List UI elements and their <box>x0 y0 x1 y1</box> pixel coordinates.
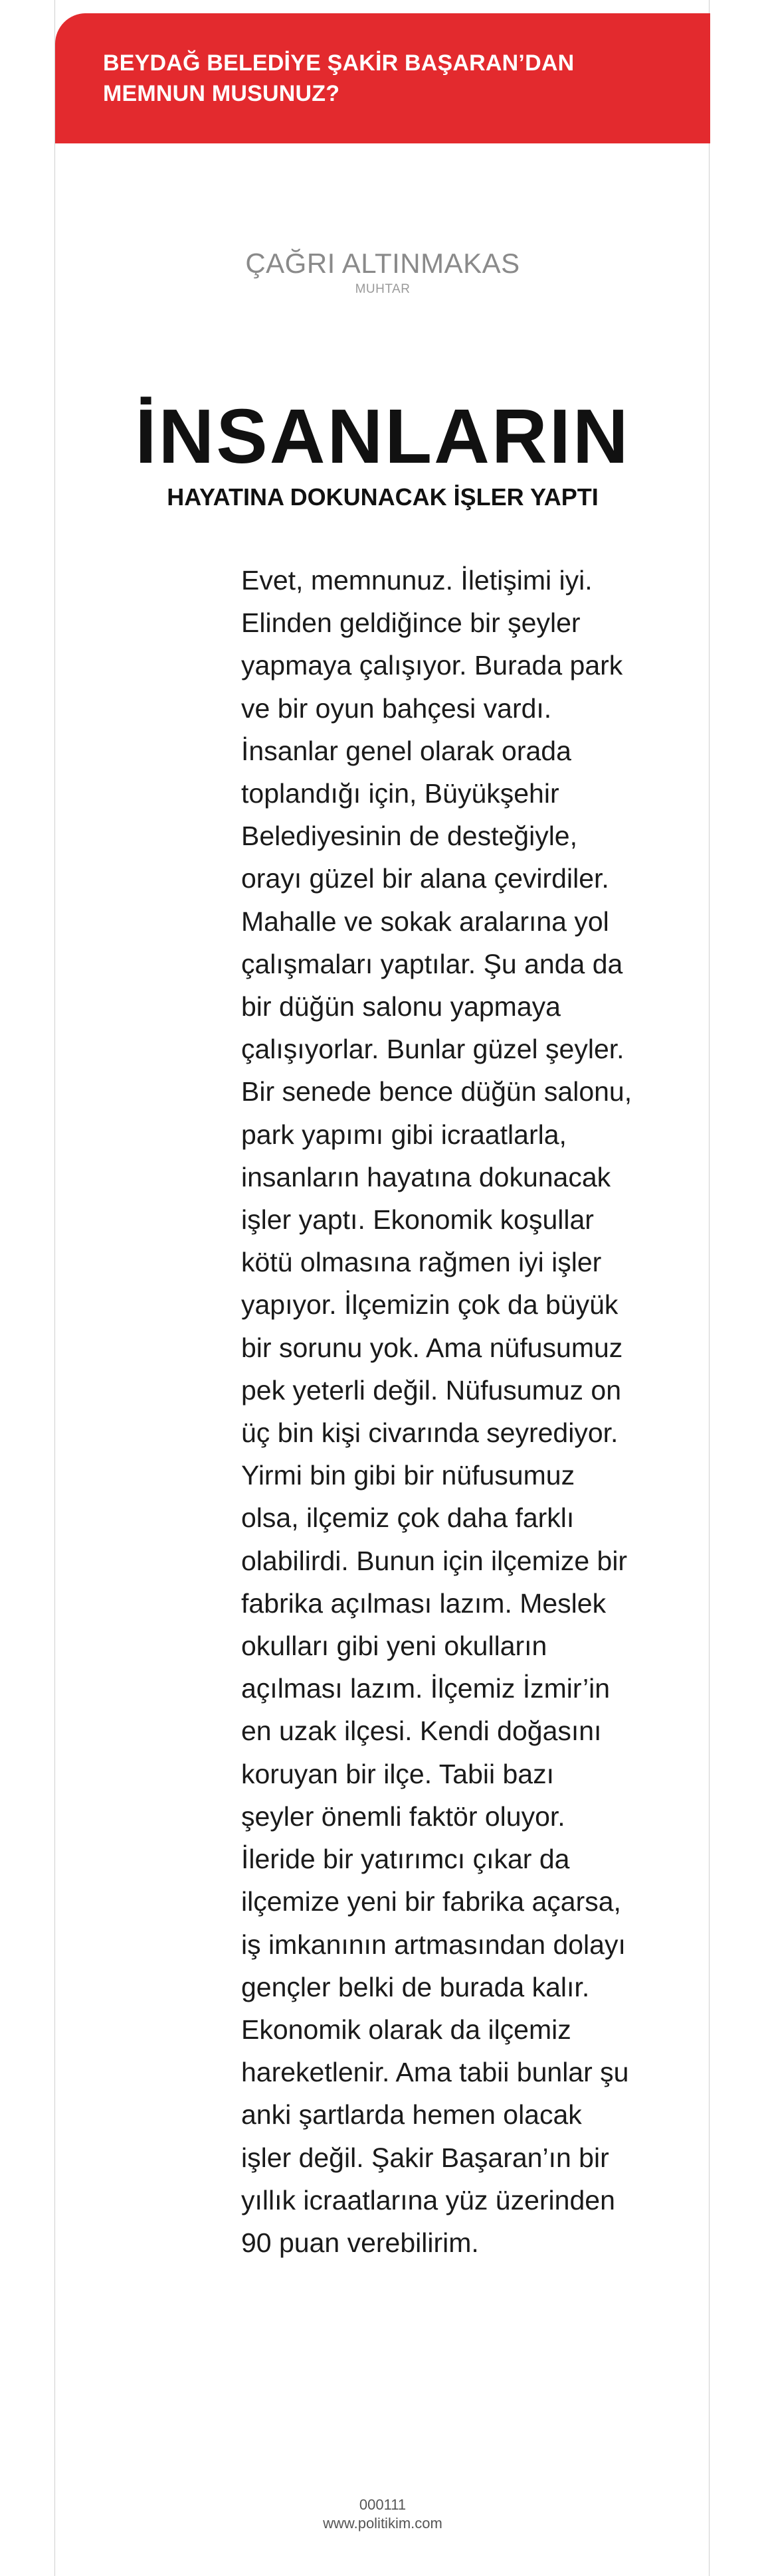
question-banner <box>55 13 710 143</box>
page <box>54 0 710 2576</box>
footer-code: 000111 <box>359 2496 407 2513</box>
article-body: Evet, memnunuz. İletişimi iyi. Elinden geldiğince bir şeyler yapmaya çalışıyor. Burada park ve bir oyun bahçesi vardı. İnsanlar genel olarak orada toplandığı için, Büyükşehir Belediyesinin de desteğiyle, orayı güzel bir alana çevirdiler. Mahalle ve sokak aralarına yol çalışmaları yaptılar. Şu anda da bir düğün salonu yapmaya çalışıyorlar. Bunlar güzel şeyler. Bir senede bence düğün salonu, park yapımı gibi icraatlarla, insanların hayatına dokunacak işler yaptı. Ekonomik koşullar kötü olmasına rağmen iyi işler yapıyor. İlçemizin çok da büyük bir sorunu yok. Ama nüfusumuz pek yeterli değil. Nüfusumuz on üç bin kişi civarında seyrediyor. Yirmi bin gibi bir nüfusumuz olsa, ilçemiz çok daha farklı olabilirdi. Bunun için ilçemize bir fabrika açılması lazım. Meslek okulları gibi yeni okulların açılması lazım. İlçemiz İzmir’in en uzak ilçesi. Kendi doğasını koruyan bir ilçe. Tabii bazı şeyler önemli faktör oluyor. İleride bir yatırımcı çıkar da ilçemize yeni bir fabrika açarsa, iş imkanının artmasından dolayı gençler belki de burada kalır. Ekonomik olarak da ilçemiz hareketlenir. Ama tabii bunlar şu anki şartlarda hemen olacak işler değil. Şakir Başaran’ın bir yıllık icraatlarına yüz üzerinden 90 puan verebilirim. <box>241 565 632 2258</box>
page-footer <box>55 2496 710 2533</box>
article-headline: İNSANLARIN <box>135 393 630 479</box>
article-subheadline: HAYATINA DOKUNACAK İŞLER YAPTI <box>167 483 599 511</box>
author-name: ÇAĞRI ALTINMAKAS <box>245 248 520 279</box>
author-block <box>55 247 710 297</box>
footer-website-link[interactable]: www.politikim.com <box>323 2515 442 2532</box>
author-role: MUHTAR <box>355 282 411 296</box>
banner-question-line-1: BEYDAĞ BELEDİYE ŞAKİR BAŞARAN’DAN <box>103 50 575 76</box>
banner-question-line-2: MEMNUN MUSUNUZ? <box>103 81 340 106</box>
